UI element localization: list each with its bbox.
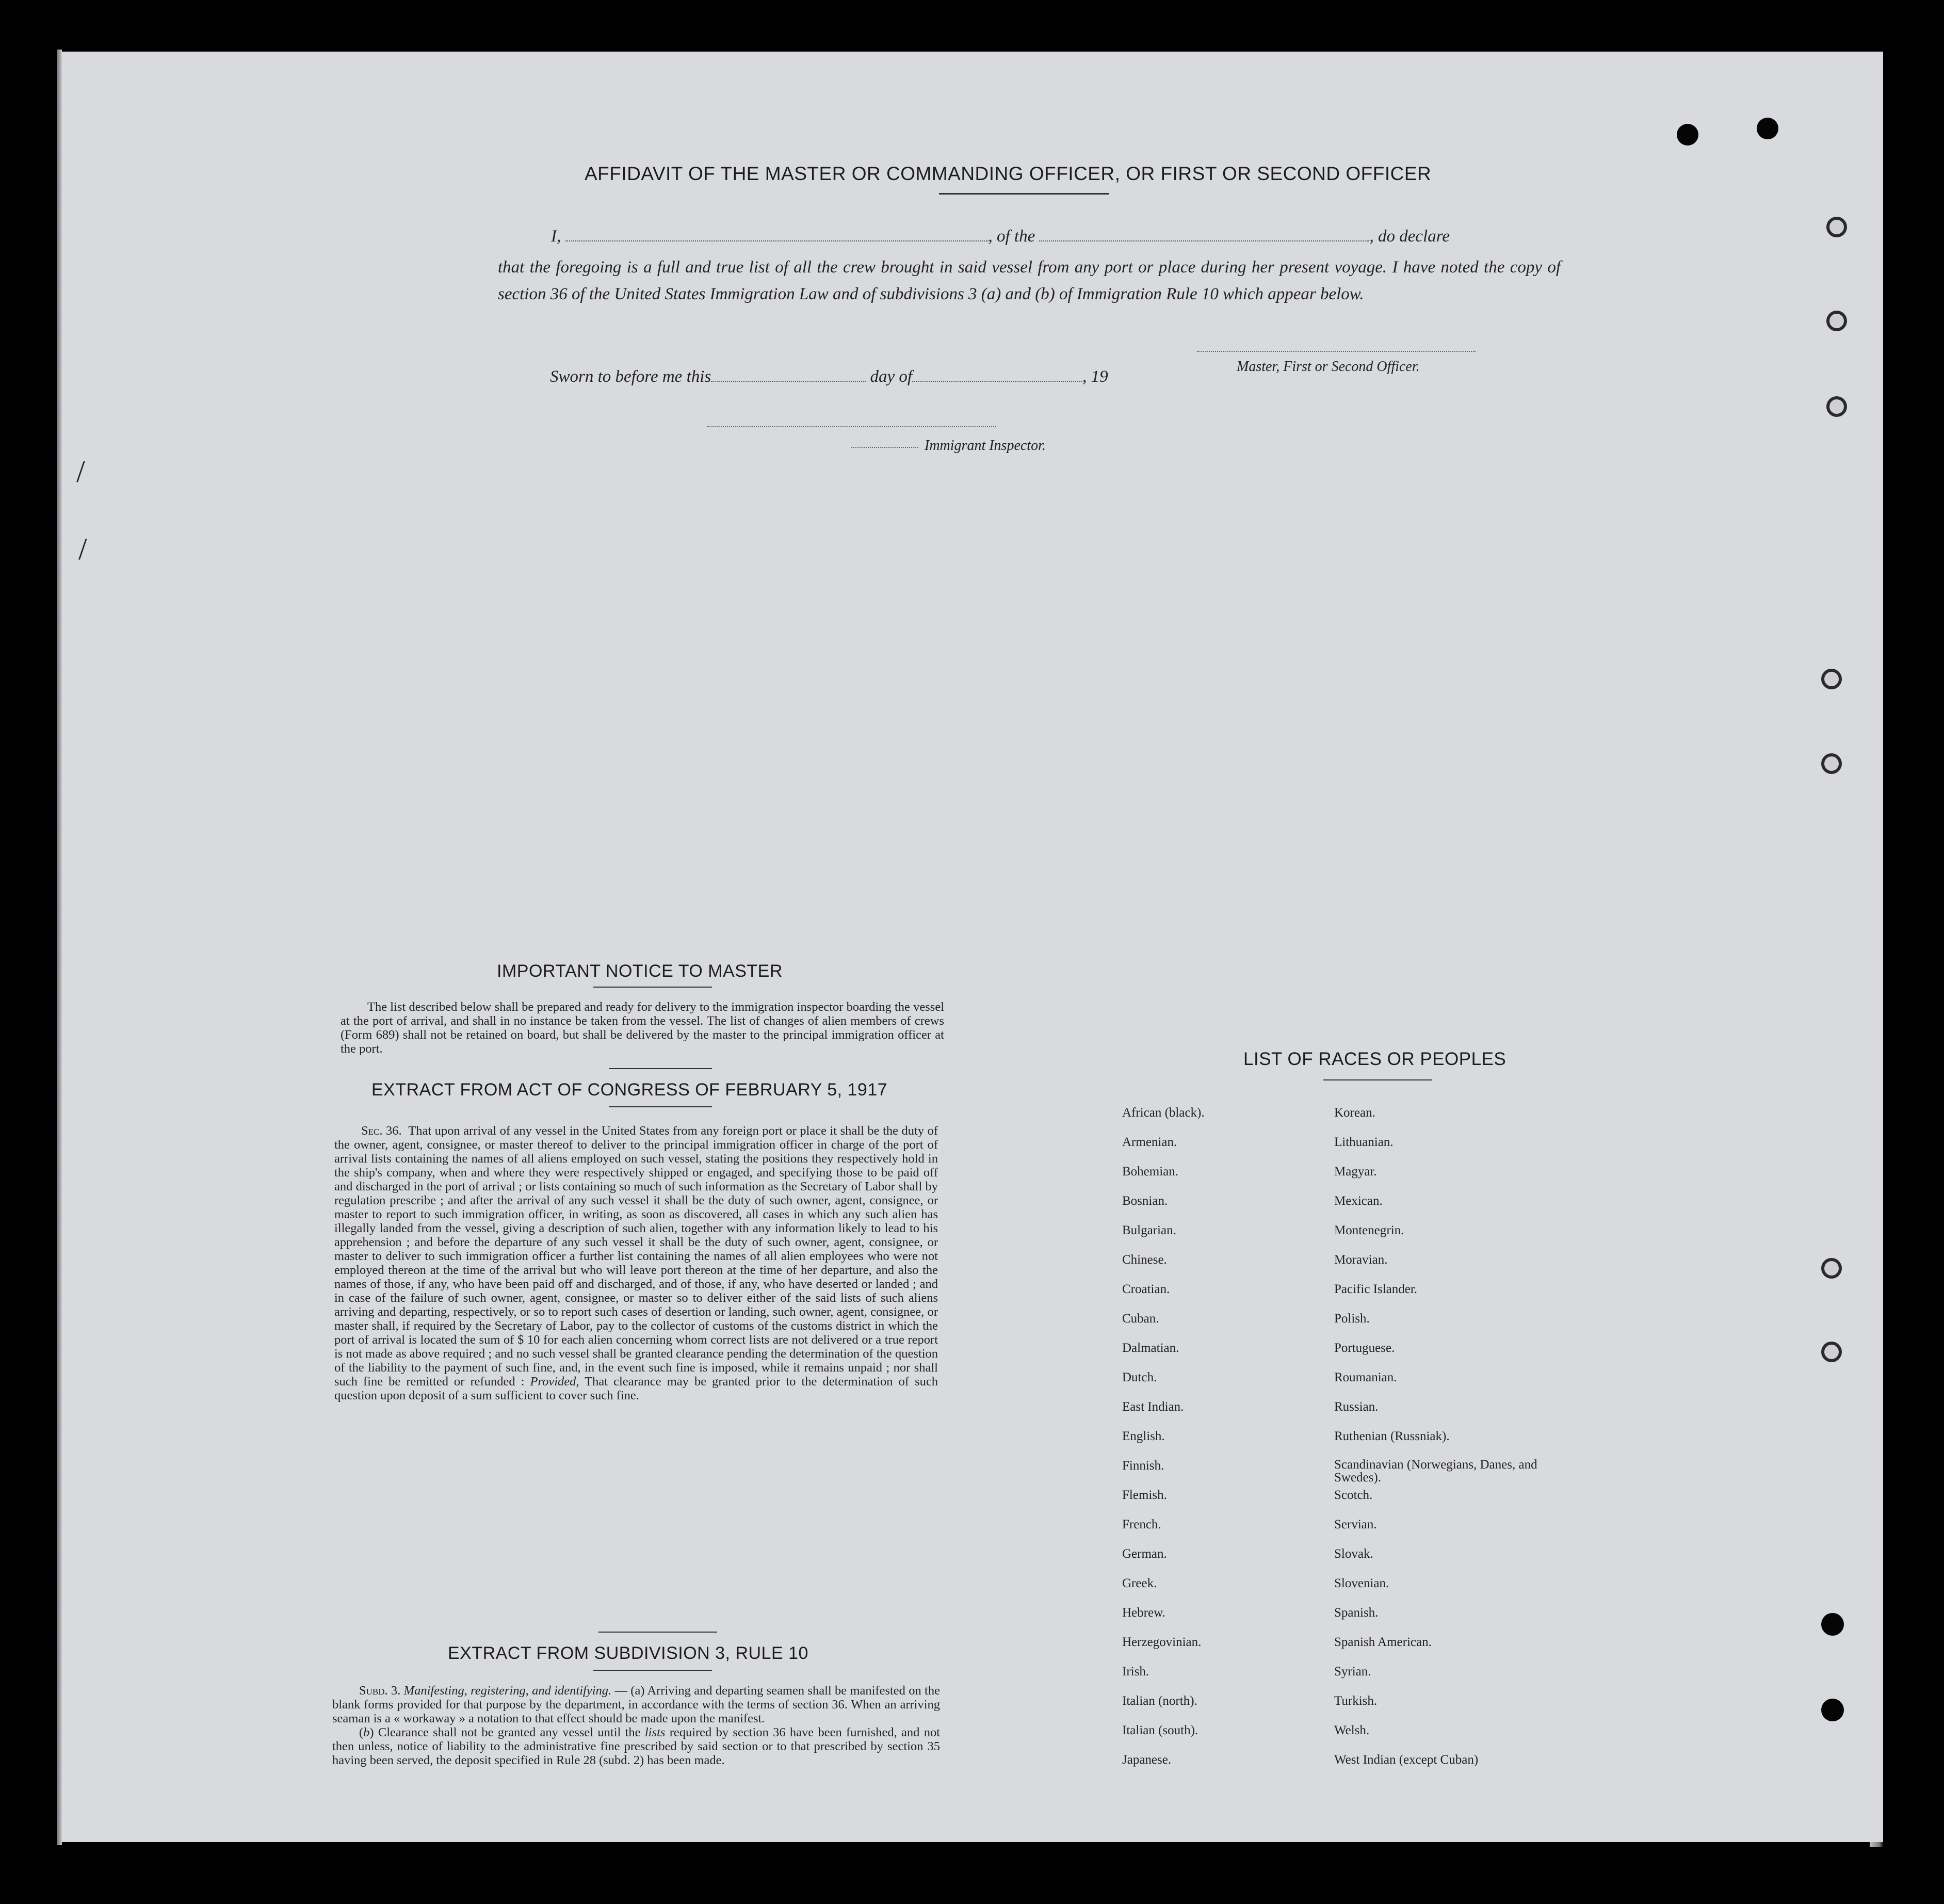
inspector-label: Immigrant Inspector. [925,438,1046,454]
rule-extract-title: EXTRACT FROM SUBDIVISION 3, RULE 10 [448,1643,808,1663]
races-title: LIST OF RACES OR PEOPLES [1243,1049,1506,1069]
race-item: East Indian. [1122,1400,1184,1414]
sworn-day-field[interactable] [711,368,866,382]
race-item: Ruthenian (Russniak). [1334,1429,1450,1443]
para-b-text-1: Clearance shall not be granted any vessel until the [378,1725,641,1739]
affidavit-declaration: that the foregoing is a full and true list of all the crew brought in said vessel from any port or place during her present voyage. I have noted the copy of section 36 of the United States Immigration Law and of subdivisions 3 (a) and (b) of Immigration Rule 10 which appear below. [498,258,1561,303]
notice-end-rule [609,1068,712,1069]
race-item: Armenian. [1122,1135,1177,1149]
race-item: Italian (north). [1122,1694,1197,1708]
race-item: Roumanian. [1334,1370,1397,1384]
race-item: Irish. [1122,1665,1149,1679]
race-item: French. [1122,1518,1161,1531]
para-a-text: Arriving and departing seamen shall be manifested on the blank forms provided for that purpose by the department, in accordance with the terms of section 36. When an arriving seaman is a « workaway » a notation to that effect should be made upon the manifest. [332,1684,940,1725]
race-item: Finnish. [1122,1459,1164,1473]
master-signature-label: Master, First or Second Officer. [1237,359,1420,375]
race-item: Italian (south). [1122,1723,1198,1737]
affidavit-i-label: I, [551,227,561,246]
master-signature-line[interactable] [1197,351,1476,352]
race-item: Scotch. [1334,1488,1373,1502]
race-item: Chinese. [1122,1253,1167,1267]
vessel-name-field[interactable] [1039,228,1369,241]
act-extract-text [334,1124,938,1402]
race-item: Polish. [1334,1312,1370,1326]
affidavit-do-declare-label: , do declare [1369,227,1450,246]
provided-text: That clearance may be granted prior to the determination of such question upon deposit of a sum sufficient to cover such fine. [334,1375,938,1402]
act-extract-end-rule [598,1632,717,1633]
race-item: Spanish. [1334,1606,1379,1620]
race-item: Spanish American. [1334,1635,1432,1649]
para-b-text-2: required by section 36 have been furnished, and not then unless, notice of liability to the administrative fine prescribed by said section or to that prescribed by section 35 having been served, the deposit specified in Rule 28 (subd. 2) has been made. [332,1725,941,1767]
binder-hole-top-2 [1757,118,1778,139]
binder-hole-6 [1821,1258,1842,1279]
race-item: West Indian (except Cuban) [1334,1753,1479,1767]
race-item: Flemish. [1122,1488,1167,1502]
race-item: German. [1122,1547,1167,1561]
race-item: English. [1122,1429,1165,1443]
race-item: Japanese. [1122,1753,1172,1767]
act-extract-title: EXTRACT FROM ACT OF CONGRESS OF FEBRUARY 5, 1917 [371,1080,888,1100]
race-item: Bosnian. [1122,1194,1168,1208]
rule-extract-title-rule [593,1670,712,1671]
binder-hole-8 [1821,1613,1844,1636]
binder-hole-top-1 [1677,124,1698,146]
race-item: Moravian. [1334,1253,1388,1267]
provided-label: Provided, [530,1375,579,1389]
notice-title: IMPORTANT NOTICE TO MASTER [497,961,783,981]
race-item: Slovenian. [1334,1576,1389,1590]
day-of-label: day of [870,367,913,386]
races-title-rule [1323,1079,1432,1080]
section-label: Sec. 36. [361,1124,402,1138]
race-item: Syrian. [1334,1665,1371,1679]
notice-text [341,1000,944,1056]
race-item: Pacific Islander. [1334,1282,1418,1296]
race-item: Croatian. [1122,1282,1170,1296]
document-page [62,52,1883,1842]
race-item: Welsh. [1334,1723,1370,1737]
binder-hole-3 [1826,396,1847,417]
race-item: Mexican. [1334,1194,1383,1208]
master-name-field[interactable] [565,228,989,241]
race-item: Lithuanian. [1334,1135,1394,1149]
para-a-label: — (a) [614,1684,645,1698]
affidavit-title: AFFIDAVIT OF THE MASTER OR COMMANDING OFFICER, OR FIRST OR SECOND OFFICER [585,163,1432,184]
margin-mark: / [76,455,85,489]
race-item: Hebrew. [1122,1606,1165,1620]
affidavit-title-rule [939,193,1109,195]
binder-hole-7 [1821,1342,1842,1362]
affidavit-first-line [551,227,1450,246]
race-item: Montenegrin. [1334,1223,1404,1237]
race-item: Bulgarian. [1122,1223,1176,1237]
inspector-short-line [851,447,918,448]
year-label: , 19 [1082,367,1108,386]
notice-paragraph: The list described below shall be prepared and ready for delivery to the immigration inspector boarding the vessel at the port of arrival, and shall in no instance be taken from the vessel. The list of changes of alien members of crews (Form 689) shall not be retained on board, but shall be delivered by the master to the principal immigration officer at the port. [341,1000,944,1056]
race-item: Scandinavian (Norwegians, Danes, and Swedes). [1334,1458,1537,1485]
binder-hole-4 [1821,669,1842,689]
binder-hole-2 [1826,311,1847,331]
race-item: Portuguese. [1334,1341,1395,1355]
race-item: Magyar. [1334,1165,1377,1179]
subd-label: Subd. 3. [359,1684,401,1698]
race-item: Dalmatian. [1122,1341,1179,1355]
page-left-edge [57,50,62,1845]
race-item: Slovak. [1334,1547,1373,1561]
race-item: Korean. [1334,1106,1375,1120]
race-item: Cuban. [1122,1312,1159,1326]
race-item: Herzegovinian. [1122,1635,1202,1649]
notice-title-rule [593,987,712,988]
sworn-label: Sworn to before me this [550,367,711,386]
binder-hole-9 [1821,1699,1844,1721]
races-right-column [1334,1105,1551,1782]
race-item: Russian. [1334,1400,1379,1414]
sworn-month-field[interactable] [912,368,1082,382]
race-item: Servian. [1334,1518,1377,1531]
inspector-signature-line[interactable] [707,426,996,427]
section-36-text: That upon arrival of any vessel in the United States from any foreign port or place it shall be the duty of the owner, agent, consignee, or master thereof to deliver to the principal immigration officer in charge of the port of arrival lists containing the names of all aliens employed on such vessel, stating the positions they respectively hold in the ship's company, when and where they were respectively shipped or engaged, and specifying those to be paid off and discharged in the port of arrival ; or lists containing so much of such information as the Secretary of Labor shall by regulation prescribe ; and after the arrival of any such vessel it shall be the duty of such owner, agent, consignee, or master to report to such immigration officer, in writing, as soon as discovered, all cases in which any such alien has illegally landed from the vessel, giving a description of such alien, together with any information likely to lead to his apprehension ; and before the departure of any such vessel it shall be the duty of such owner, agent, consignee, or master to deliver to such immigration officer a further list containing the names of all alien employees who were not employed thereon at the time of the arrival but who will leave port thereon at the time of her departure, and also the names of those, if any, who have been paid off and discharged, and of those, if any, who have deserted or landed ; and in case of the failure of such owner, agent, consignee, or master so to deliver either of the said lists of such aliens arriving and departing, respectively, or so to report such cases of desertion or landing, such owner, agent, consignee, or master shall, if required by the Secretary of Labor, pay to the collector of customs of the customs district in which the port of arrival is located the sum of $ 10 for each alien concerning whom correct lists are not delivered or a true report is not made as above required ; and no such vessel shall be granted clearance pending the determination of the question of the liability to the payment of such fine, and, in the event such fine is imposed, while it remains unpaid ; nor shall such fine be remitted or refunded : [334,1124,938,1389]
race-item: African (black). [1122,1106,1205,1120]
race-item: Greek. [1122,1576,1157,1590]
sworn-line [550,367,1108,386]
rule-extract-text: Subd. 3. Manifesting, registering, and identifying. — (a) Arriving and departing seamen shall be manifested on the blank forms provided for that purpose by the department, in accordance with the terms of section 36. When an arriving seaman is a « workaway » a notation to that effect should be made upon the manifest. (b) Clearance shall not be granted any vessel until the lists required by section 36 have been furnished, and not then unless, notice of liability to the administrative fine prescribed by said section or to that prescribed by section 35 having been served, the deposit specified in Rule 28 (subd. 2) has been made. [332,1684,941,1767]
affidavit-of-the-label: , of the [988,227,1035,246]
para-b-lists: lists [644,1725,666,1739]
binder-hole-5 [1821,753,1842,774]
subd-heading: Manifesting, registering, and identifying. [403,1684,612,1698]
race-item: Turkish. [1334,1694,1378,1708]
race-item: Bohemian. [1122,1165,1179,1179]
races-left-column [1122,1105,1318,1782]
binder-hole-1 [1826,217,1847,237]
bleed-through-row [279,511,1114,528]
race-item: Dutch. [1122,1370,1157,1384]
act-extract-title-rule [609,1106,712,1107]
margin-mark: / [78,532,87,566]
